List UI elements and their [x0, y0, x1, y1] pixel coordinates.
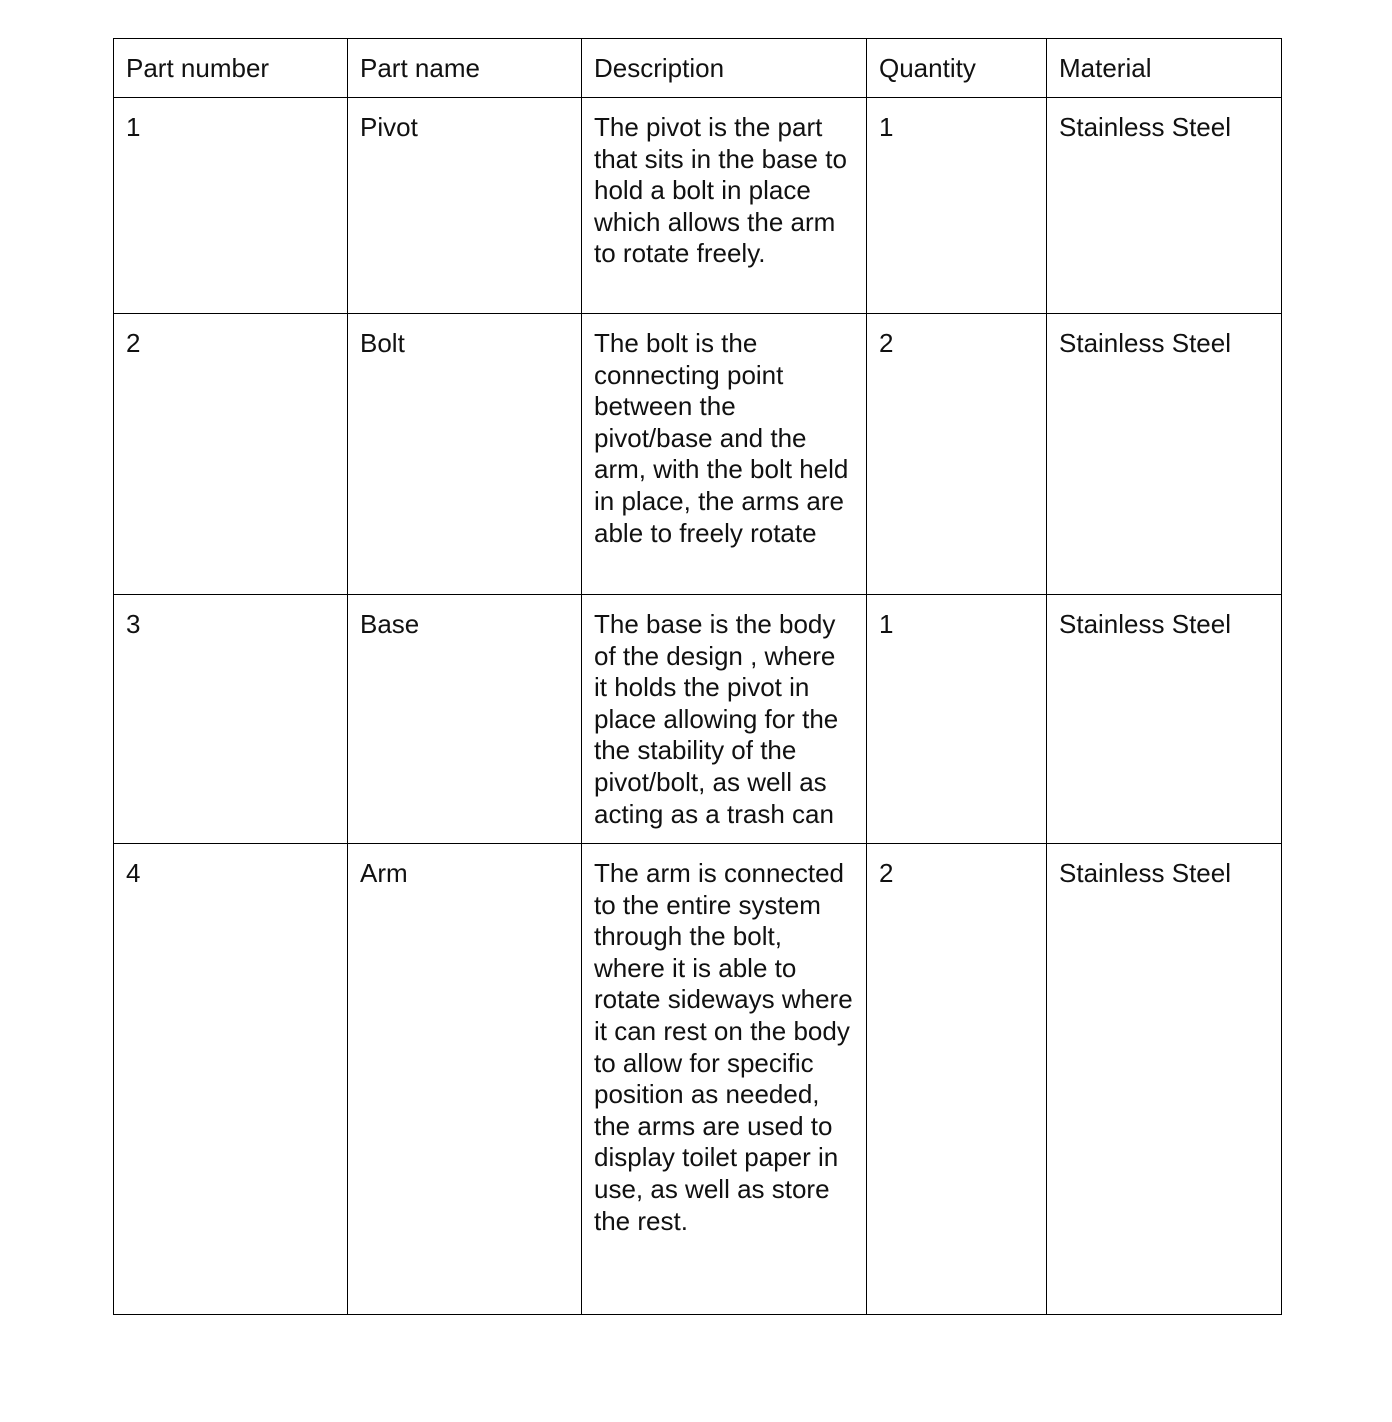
header-description: Description: [582, 39, 867, 98]
cell-quantity: 1: [867, 98, 1047, 314]
cell-description: The base is the body of the design , where it holds the pivot in place allowing for the the stability of the pivot/bolt, as well as acting as a trash can: [582, 595, 867, 844]
cell-quantity: 1: [867, 595, 1047, 844]
cell-quantity: 2: [867, 314, 1047, 595]
table-row: [114, 314, 1282, 595]
header-material: Material: [1047, 39, 1282, 98]
cell-part-number: 1: [114, 98, 348, 314]
cell-quantity: 2: [867, 844, 1047, 1315]
cell-material: Stainless Steel: [1047, 314, 1282, 595]
header-part-name: Part name: [348, 39, 582, 98]
table-row: [114, 844, 1282, 1315]
cell-material: Stainless Steel: [1047, 844, 1282, 1315]
cell-material: Stainless Steel: [1047, 595, 1282, 844]
cell-material: Stainless Steel: [1047, 98, 1282, 314]
cell-description: The arm is connected to the entire system through the bolt, where it is able to rotate sideways where it can rest on the body to allow for specific position as needed, the arms are used to display toilet paper in use, as well as store the rest.: [582, 844, 867, 1315]
parts-table: [113, 38, 1282, 1315]
table-row: [114, 595, 1282, 844]
cell-description: The bolt is the connecting point between the pivot/base and the arm, with the bolt held in place, the arms are able to freely rotate: [582, 314, 867, 595]
cell-part-name: Pivot: [348, 98, 582, 314]
cell-part-number: 4: [114, 844, 348, 1315]
cell-part-number: 3: [114, 595, 348, 844]
cell-part-name: Bolt: [348, 314, 582, 595]
header-part-number: Part number: [114, 39, 348, 98]
table-header-row: [114, 39, 1282, 98]
header-quantity: Quantity: [867, 39, 1047, 98]
cell-part-number: 2: [114, 314, 348, 595]
table-row: [114, 98, 1282, 314]
cell-part-name: Base: [348, 595, 582, 844]
cell-description: The pivot is the part that sits in the base to hold a bolt in place which allows the arm to rotate freely.: [582, 98, 867, 314]
cell-part-name: Arm: [348, 844, 582, 1315]
